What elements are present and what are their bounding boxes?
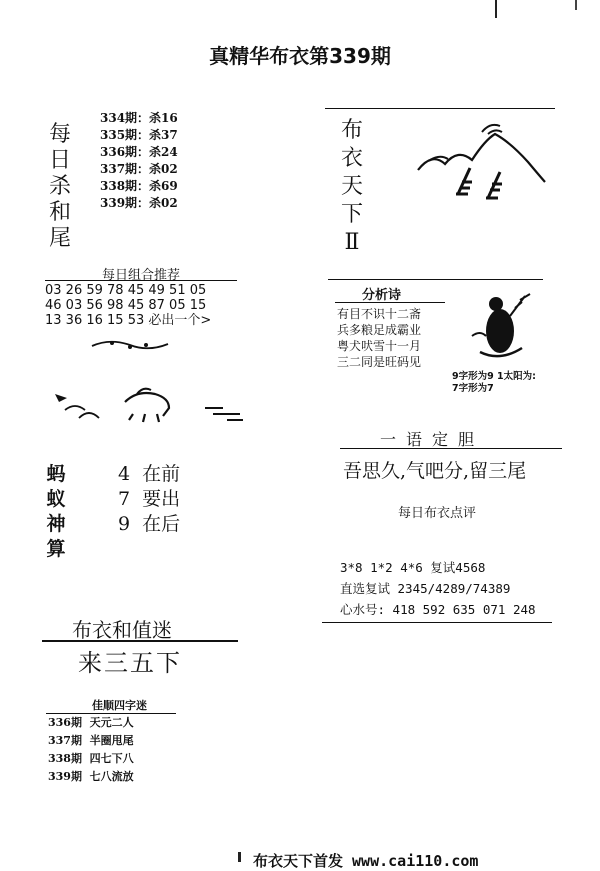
list-item: 335期：杀37 xyxy=(100,128,178,142)
page-title: 真精华布衣第339期 xyxy=(209,44,391,68)
figure-illustration xyxy=(460,286,540,366)
divider xyxy=(340,448,562,449)
combo-numbers xyxy=(45,283,211,328)
list-item: 338期：杀69 xyxy=(100,179,178,193)
daily-review-lines xyxy=(340,557,536,620)
combo-title: 每日组合推荐 xyxy=(101,268,180,283)
divider xyxy=(328,279,543,280)
list-item: 339期：杀02 xyxy=(100,196,178,210)
ant-god-rows xyxy=(118,462,180,537)
list-item: 337期：杀02 xyxy=(100,162,178,176)
list-item: 兵多粮足成霸业 xyxy=(337,323,422,337)
list-item: 心水号: 418 592 635 071 248 xyxy=(340,602,536,617)
list-item: 9 在后 xyxy=(118,513,181,535)
list-item: 3*8 1*2 4*6 复试4568 xyxy=(340,560,486,575)
four-char-title: 佳顺四字迷 xyxy=(92,699,147,712)
divider xyxy=(325,108,555,109)
list-item: 334期：杀16 xyxy=(100,111,178,125)
edge-mark xyxy=(495,0,497,18)
list-item: 03 26 59 78 45 49 51 05 xyxy=(45,283,207,298)
mountain-illustration xyxy=(410,112,550,222)
he-zhi-mi-heading: 布衣和值迷 xyxy=(72,618,172,642)
footer-text: 布衣天下首发 www.cai110.com xyxy=(253,852,479,870)
list-item: 337期 半圈甩尾 xyxy=(48,734,134,747)
list-item: 4 在前 xyxy=(118,463,181,485)
list-item: 粤犬吠雪十一月 xyxy=(337,339,422,353)
four-char-lines xyxy=(48,714,134,786)
divider xyxy=(42,640,238,642)
list-item: 7 要出 xyxy=(118,488,181,510)
list-item: 338期 四七下八 xyxy=(48,752,134,765)
ant-god-label: 蚂 蚁 神 算 xyxy=(46,463,66,560)
divider xyxy=(322,622,552,623)
daily-sha-list xyxy=(100,110,178,212)
list-item: 有目不识十二斋 xyxy=(337,307,422,321)
list-item: 336期：杀24 xyxy=(100,145,178,159)
decorative-flourish xyxy=(90,336,170,354)
poem-hints: 9字形为9 1太阳为: 7字形为7 xyxy=(452,371,536,394)
daily-review-title: 每日布衣点评 xyxy=(398,506,477,521)
analysis-poem-title: 分析诗 xyxy=(362,288,402,303)
analysis-poem-lines xyxy=(337,306,421,370)
animal-illustration xyxy=(45,380,245,430)
he-zhi-mi-answer: 来三五下 xyxy=(78,649,182,677)
list-item: 46 03 56 98 45 87 05 15 xyxy=(45,298,207,313)
list-item: 339期 七八流放 xyxy=(48,770,134,783)
divider xyxy=(335,302,445,303)
list-item: 13 36 16 15 53 必出一个> xyxy=(45,313,212,328)
list-item: 336期 天元二人 xyxy=(48,716,134,729)
one-word-title: 一语定胆 xyxy=(380,430,485,449)
bu-yi-tian-xia-label: 布 衣 天 下 Ⅱ xyxy=(340,118,363,255)
list-item: 三二同是旺码见 xyxy=(337,355,422,369)
list-item: 直选复试 2345/4289/74389 xyxy=(340,581,511,596)
edge-mark xyxy=(238,852,241,862)
one-word-text: 吾思久,气吧分,留三尾 xyxy=(343,460,527,482)
daily-sha-label: 每 日 杀 和 尾 xyxy=(48,122,71,251)
edge-mark xyxy=(575,0,577,10)
